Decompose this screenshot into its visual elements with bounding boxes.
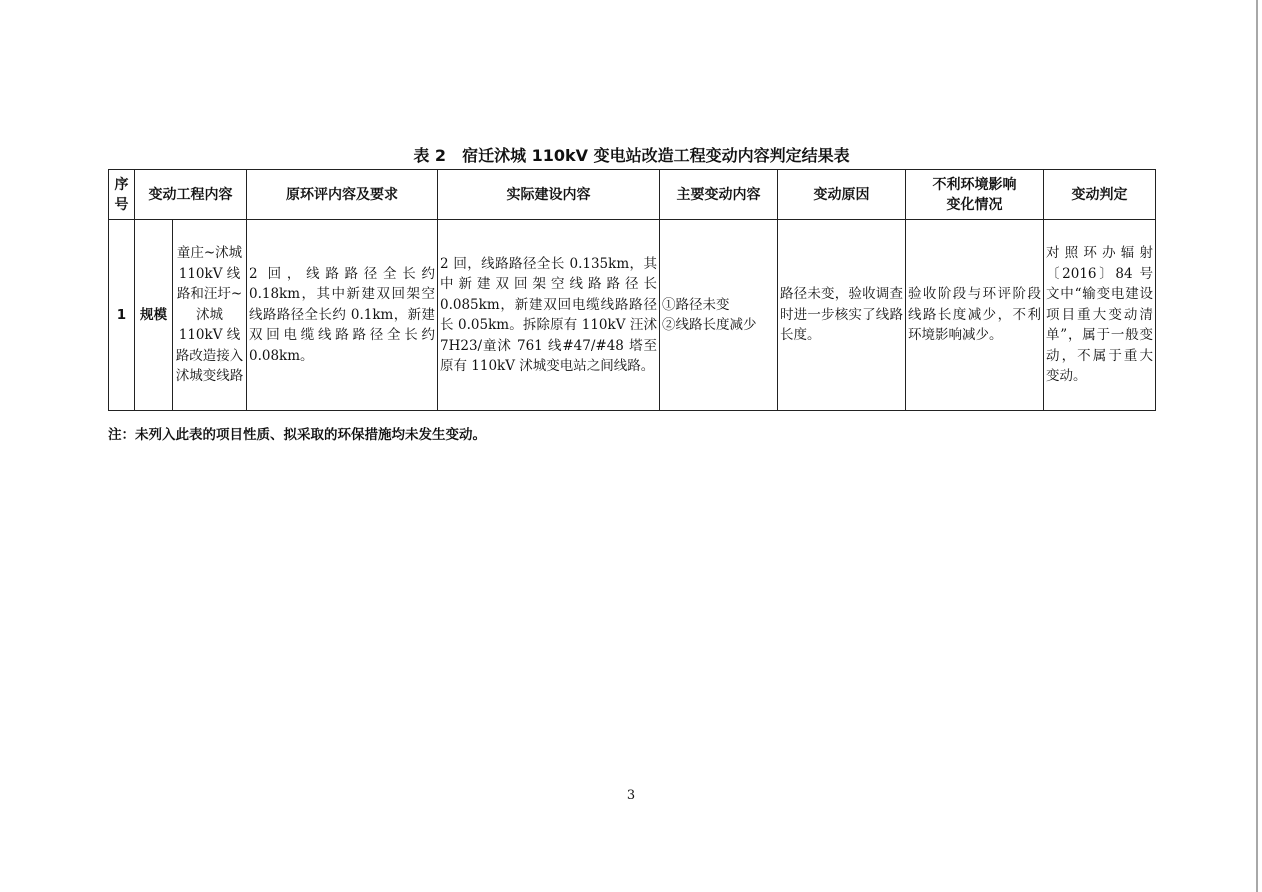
cell-impact: 验收阶段与环评阶段线路长度减少，不利环境影响减少。 (906, 220, 1044, 411)
cell-verdict: 对照环办辐射〔2016〕84 号文中“输变电建设项目重大变动清单”，属于一般变动，不属于重大变动。 (1044, 220, 1156, 411)
page-number: 3 (626, 788, 636, 803)
table-header-row (109, 170, 1156, 220)
header-verdict: 变动判定 (1044, 170, 1156, 220)
header-main-change: 主要变动内容 (660, 170, 778, 220)
cell-original: 2 回，线路路径全长约 0.18km，其中新建双回架空线路路径全长约 0.1km，新建双回电缆线路路径全长约 0.08km。 (247, 220, 438, 411)
table-row (109, 220, 1156, 411)
header-actual: 实际建设内容 (438, 170, 660, 220)
cell-main-change (660, 220, 778, 411)
page-edge (1256, 0, 1258, 892)
header-seq: 序号 (109, 170, 135, 220)
table-note: 注：未列入此表的项目性质、拟采取的环保措施均未发生变动。 (108, 427, 486, 443)
change-judgment-table (108, 169, 1156, 411)
header-change-item: 变动工程内容 (135, 170, 247, 220)
cell-category: 规模 (135, 220, 173, 411)
main-change-line-1: ①路径未变 (662, 296, 730, 313)
cell-actual: 2 回，线路路径全长 0.135km，其中新建双回架空线路路径长 0.085km，新建双回电缆线路路径长 0.05km。拆除原有 110kV 汪沭 7H23/童沭 761 线#47/#48 塔至原有 110kV 沭城变电站之间线路。 (438, 220, 660, 411)
cell-reason: 路径未变，验收调查时进一步核实了线路长度。 (778, 220, 906, 411)
header-reason: 变动原因 (778, 170, 906, 220)
cell-seq: 1 (109, 220, 135, 411)
main-change-line-2: ②线路长度减少 (662, 317, 757, 333)
header-impact: 不利环境影响变化情况 (906, 170, 1044, 220)
table-title: 表 2 宿迁沭城 110kV 变电站改造工程变动内容判定结果表 (413, 146, 850, 165)
cell-item: 童庄~沭城 110kV 线路和汪圩~沭城 110kV 线路改造接入沭城变线路 (173, 220, 247, 411)
header-original: 原环评内容及要求 (247, 170, 438, 220)
